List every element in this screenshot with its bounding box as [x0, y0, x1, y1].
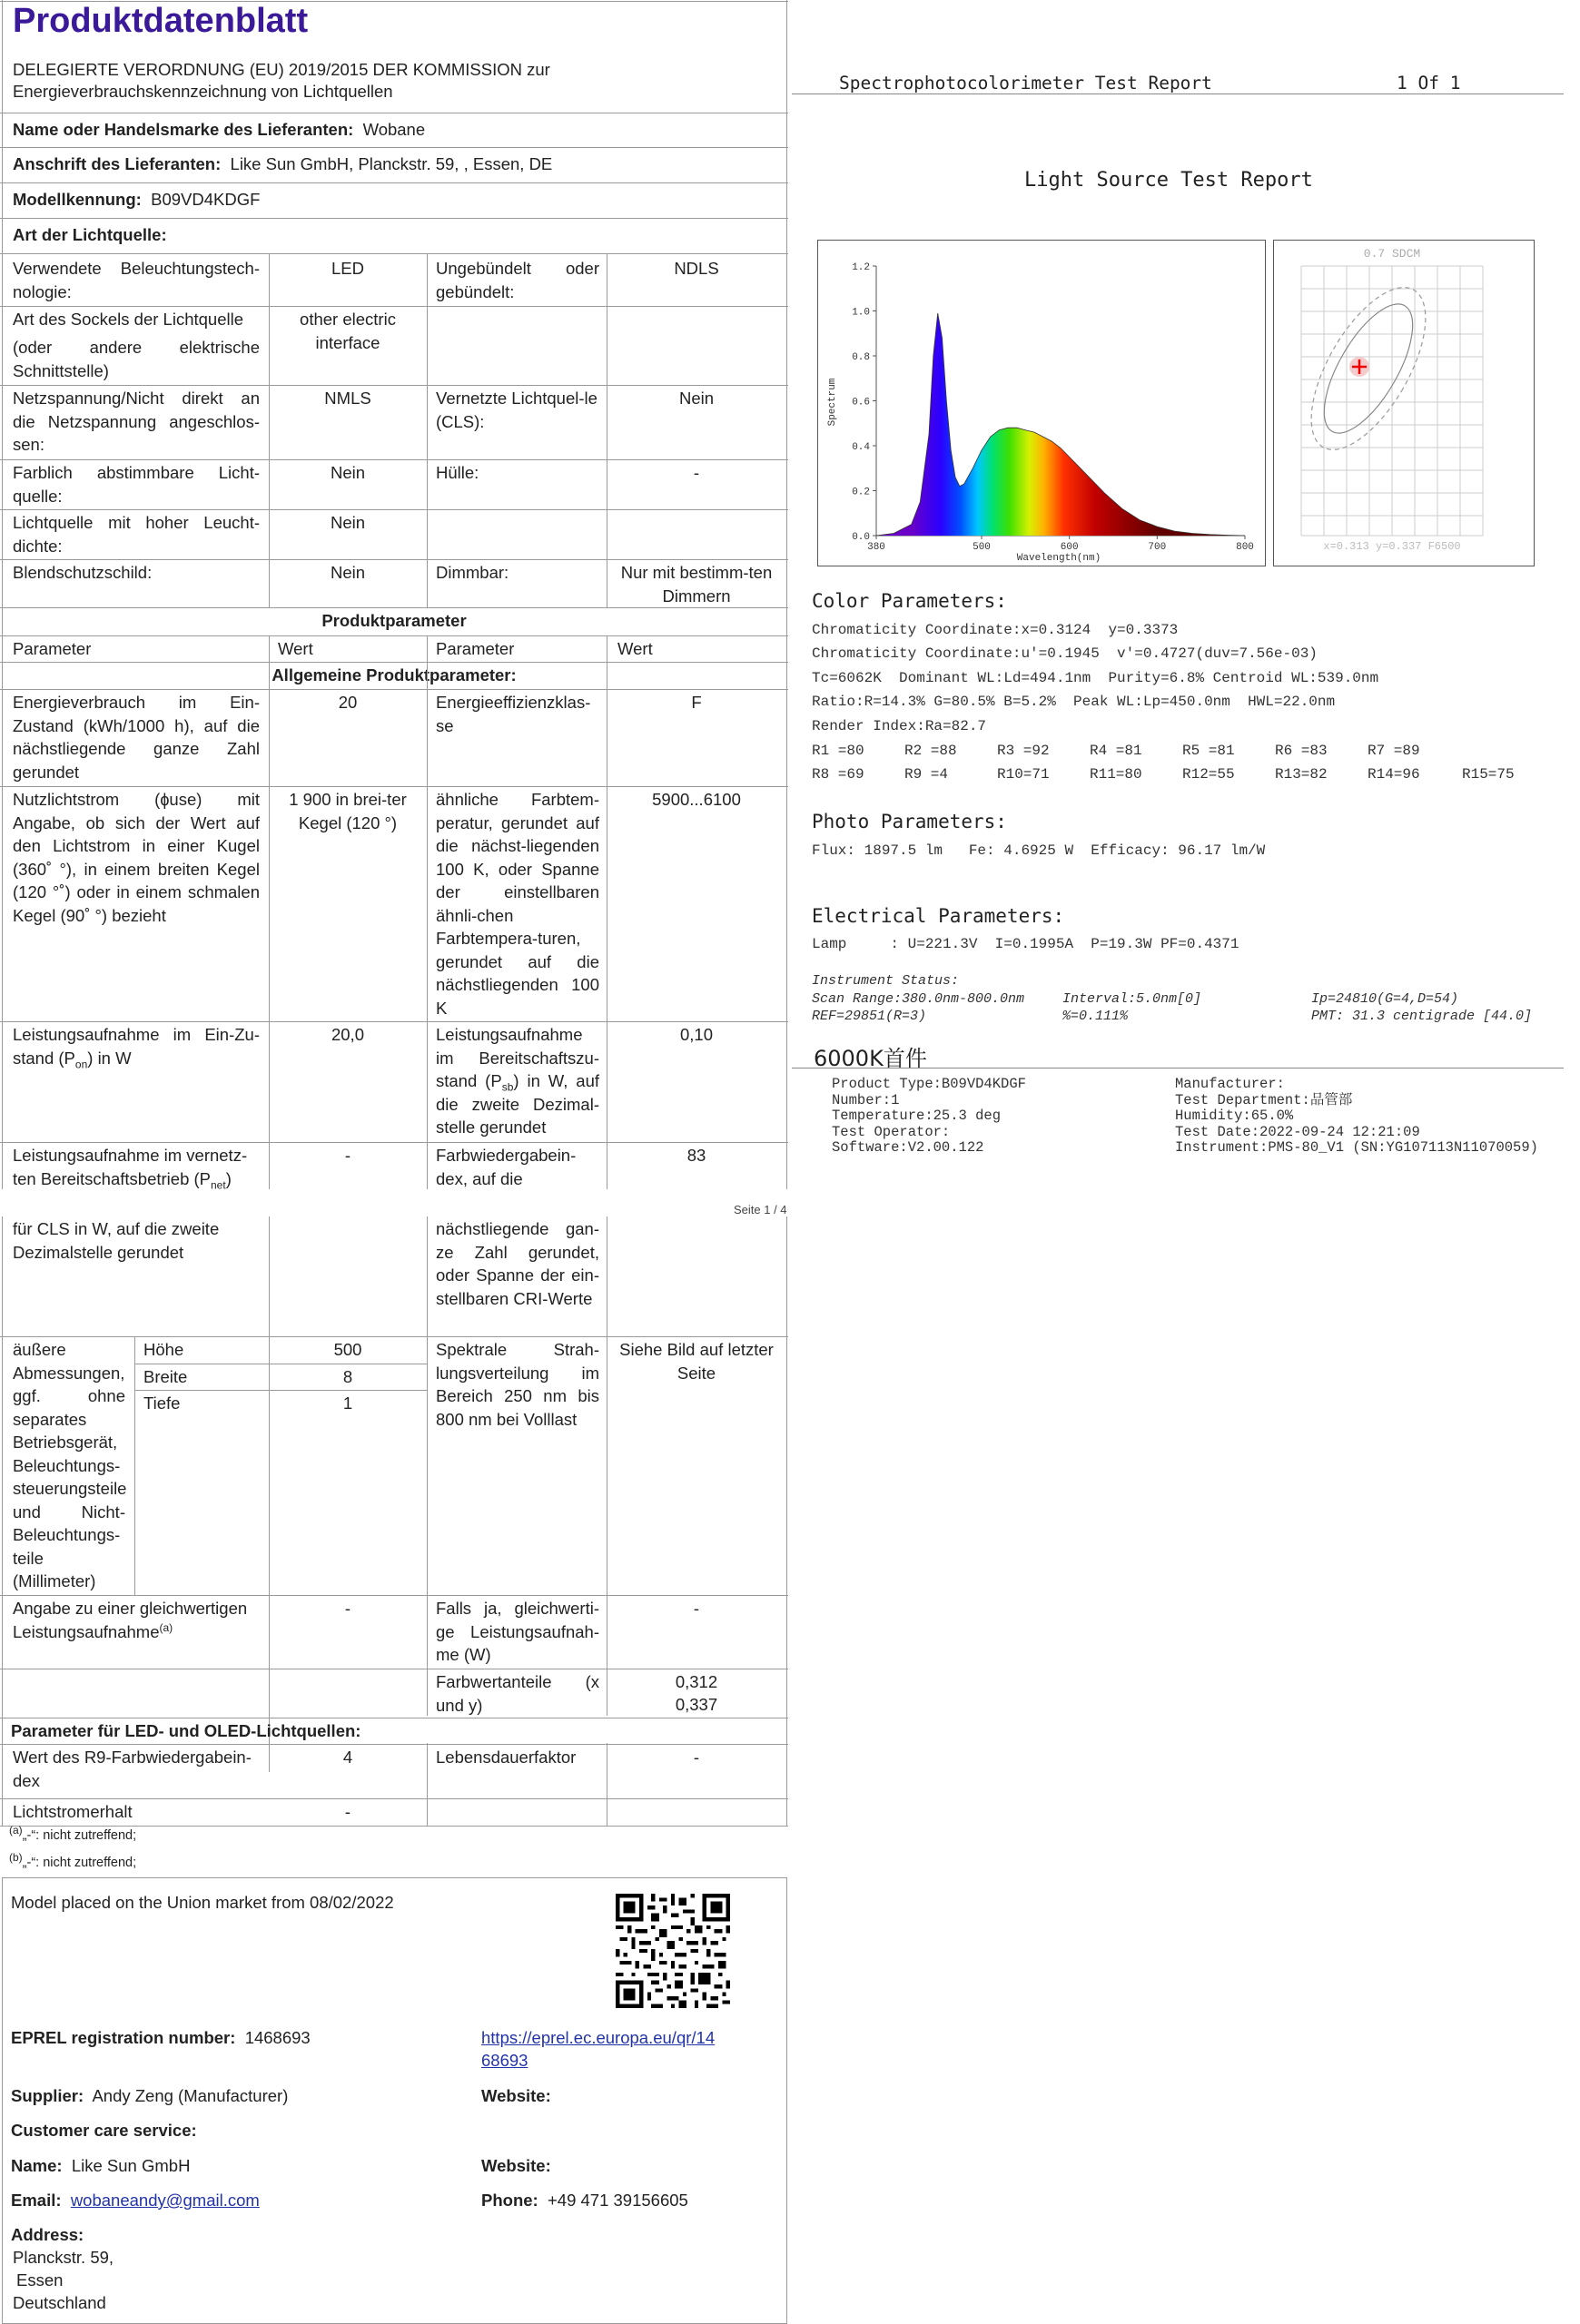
supplier-address-label: Anschrift des Lieferanten:: [13, 154, 222, 173]
equivalent-power-label: [13, 1597, 260, 1643]
instrument-pmt: PMT: 31.3 centigrade [44.0]: [1311, 1009, 1533, 1024]
energy-consumption-label: Energieverbrauch im Ein-Zustand (kWh/1000 h), auf die nächstliegende ganze Zahl gerundet: [13, 693, 260, 782]
supplier-address-value: Like Sun GmbH, Planckstr. 59, , Essen, DE: [230, 154, 553, 173]
led-params-heading: Parameter für LED- und OLED-Lichtquellen:: [11, 1721, 361, 1740]
address-heading: Address:: [11, 2225, 84, 2244]
chromaticity-uv: Chromaticity Coordinate:u'=0.1945 v'=0.4727(duv=7.56e-03): [812, 645, 1318, 662]
r-row-2-3: R10=71: [997, 766, 1050, 783]
spectrum-series: [876, 313, 1245, 536]
supplier-name-value: Wobane: [362, 120, 426, 139]
supplier-address-row: [13, 153, 552, 176]
dim-depth-value: 1: [342, 1393, 353, 1413]
supplier-label: Supplier:: [11, 2086, 84, 2105]
lighting-technology-label: Verwendete Beleuchtungstech-nologie:: [13, 259, 260, 301]
regulation-line-2: Energieverbrauchskennzeichnung von Lichtquellen: [13, 82, 393, 101]
lightsource-type-heading: Art der Lichtquelle:: [13, 225, 167, 244]
divider: [0, 1826, 788, 1827]
handwritten-note: 6000K首件: [814, 1046, 927, 1071]
col-header-param: Parameter: [13, 639, 92, 658]
table-border-left: [2, 0, 3, 1189]
anti-glare-label: Blendschutzschild:: [13, 563, 153, 582]
r-row-1-2: R2 =88: [904, 743, 957, 759]
cls-value: Nein: [678, 389, 715, 408]
networked-standby-value: -: [344, 1146, 351, 1165]
energy-class-label: Energieeffizienzklas-se: [436, 693, 591, 735]
spectrum-y-tick-label: 1.0: [852, 307, 870, 319]
on-mode-power-label: [13, 1023, 260, 1069]
spectrum-y-tick-label: 0.2: [852, 487, 870, 498]
test-report: [788, 0, 1580, 1180]
standby-power-label: [436, 1023, 599, 1139]
eprel-value: 1468693: [244, 2028, 311, 2047]
instrument-ref: REF=29851(R=3): [812, 1009, 927, 1024]
equivalent-power-value: -: [344, 1599, 351, 1618]
cri-label-cont: nächstliegende gan-ze Zahl gerundet, oder Spanne der ein-stellbaren CRI-Werte: [436, 1219, 599, 1308]
spectral-distribution-label: Spektrale Strah-lungsverteilung im Bereich 250 nm bis 800 nm bei Volllast: [436, 1340, 599, 1429]
envelope-value: -: [693, 463, 700, 482]
instrument: Instrument:PMS-80_V1 (SN:YG107113N11070059): [1175, 1139, 1538, 1156]
phone-row: [481, 2189, 688, 2212]
regulation-line-1: DELEGIERTE VERORDNUNG (EU) 2019/2015 DER KOMMISSION zur: [13, 60, 550, 79]
envelope-label: Hülle:: [436, 463, 479, 482]
energy-consumption-value: 20: [338, 693, 358, 712]
divider: [0, 786, 788, 787]
cap-type-label-note: (oder andere elektrische Schnittstelle): [13, 338, 260, 380]
supplier-name-label: Name oder Handelsmarke des Lieferanten:: [13, 120, 354, 139]
instrument-status-title: Instrument Status:: [812, 973, 960, 989]
page-title: Produktdatenblatt: [13, 2, 309, 40]
anti-glare-value: Nein: [330, 563, 366, 582]
cap-type-label: Art des Sockels der Lichtquelle: [13, 310, 243, 329]
chromaticity-label: Farbwertanteile (x und y): [436, 1672, 599, 1715]
footnote-marker: (a): [159, 1620, 173, 1634]
dim-depth-label: Tiefe: [143, 1393, 181, 1413]
divider: [0, 1744, 788, 1745]
mains-label: Netzspannung/Nicht direkt an die Netzspannung angeschlos-sen:: [13, 389, 260, 454]
divider: [0, 635, 788, 636]
color-tunable-value: Nein: [330, 463, 366, 482]
dim-width-label: Breite: [143, 1367, 188, 1386]
eprel-link[interactable]: https://eprel.ec.europa.eu/qr/14: [481, 2028, 716, 2047]
networked-standby-label: [13, 1144, 260, 1190]
care-name-label: Name:: [11, 2156, 63, 2175]
dim-height-label: Höhe: [143, 1340, 184, 1359]
spectrum-chart-frame: [817, 240, 1266, 566]
chromaticity-x: 0,312: [675, 1672, 718, 1691]
col-divider: [134, 1336, 135, 1595]
cie-grid: [1301, 266, 1483, 536]
on-mode-power-text: Leistungsaufnahme im Ein-Zu-stand (P: [13, 1025, 260, 1068]
r-row-1-1: R1 =80: [812, 743, 864, 759]
qr-code-icon[interactable]: [616, 1894, 730, 2008]
footnote-b-marker: (b): [9, 1851, 23, 1865]
divider: [0, 385, 788, 386]
cie-chart-frame: [1273, 240, 1535, 566]
cct-label: ähnliche Farbtem-peratur, gerundet auf die nächst-liegenden 100 K, oder Spanne der einstellbaren ähnli-chen Farbtempera-turen, gerundet auf die nächstliegenden 100 K: [436, 790, 599, 1018]
col-header-value: Wert: [278, 639, 313, 658]
cri-value: 83: [686, 1146, 706, 1165]
photo-params-title: Photo Parameters:: [812, 811, 1007, 832]
phone-label: Phone:: [481, 2191, 538, 2210]
report-header: Spectrophotocolorimeter Test Report: [839, 73, 1212, 94]
instrument-interval: Interval:5.0nm[0]: [1062, 991, 1202, 1007]
r-row-2-2: R9 =4: [904, 766, 949, 783]
render-index: Render Index:Ra=82.7: [812, 718, 987, 734]
product-datasheet: [0, 0, 788, 2324]
info-right: [1175, 1077, 1538, 1157]
cap-type-value: other electric interface: [300, 310, 396, 352]
photo-params-line: Flux: 1897.5 lm Fe: 4.6925 W Efficacy: 96.17 lm/W: [812, 842, 1266, 859]
divider: [0, 1595, 788, 1596]
table-border-right: [786, 1216, 787, 1827]
care-name-row: [11, 2154, 190, 2178]
cie-footer: x=0.313 y=0.337 F6500: [1323, 540, 1461, 553]
r-row-2-8: R15=75: [1462, 766, 1515, 783]
footnote-a-marker: (a): [9, 1824, 23, 1837]
col-divider: [269, 635, 270, 1189]
standby-power-value: 0,10: [679, 1025, 713, 1044]
spectrum-x-tick-label: 700: [1148, 542, 1167, 553]
spectrum-y-tick-label: 0.0: [852, 532, 870, 543]
customer-care-heading: Customer care service:: [11, 2121, 197, 2140]
col-divider: [427, 1743, 428, 1827]
on-mode-power-value: 20,0: [331, 1025, 364, 1044]
ratio-line: Ratio:R=14.3% G=80.5% B=5.2% Peak WL:Lp=450.0nm HWL=22.0nm: [812, 694, 1336, 710]
spectrum-y-tick-label: 0.4: [852, 442, 870, 453]
r-row-1-3: R3 =92: [997, 743, 1050, 759]
model-label: Modellkennung:: [13, 190, 142, 209]
divider: [0, 689, 788, 690]
luminous-flux-label: Nutzlichtstrom (ɸuse) mit Angabe, ob sich der Wert auf den Lichtstrom in einer Kugel (360˚ °), in einem breiten Kegel (120 °˚) oder in einem schmalen Kegel (90˚ °) bezieht: [13, 790, 260, 925]
lighting-technology-value: LED: [331, 259, 364, 278]
networked-standby-text: Leistungsaufnahme im vernetz-ten Bereitschaftsbetrieb (P: [13, 1146, 248, 1188]
dim-width-value: 8: [342, 1367, 353, 1386]
spectrum-x-tick-label: 600: [1060, 542, 1079, 553]
high-luminance-value: Nein: [330, 513, 366, 532]
on-mode-power-unit: ) in W: [87, 1048, 132, 1068]
survival-factor-value: -: [693, 1748, 700, 1767]
divider: [0, 1, 788, 2]
energy-class-value: F: [691, 693, 702, 712]
divider: [0, 1142, 788, 1143]
supplier-value: Andy Zeng (Manufacturer): [92, 2086, 289, 2105]
supplier-name-row: [13, 118, 425, 142]
address-line-1: Planckstr. 59,: [13, 2248, 114, 2267]
r-row-1-6: R6 =83: [1275, 743, 1328, 759]
software: Software:V2.00.122: [832, 1139, 984, 1156]
report-page: 1 Of 1: [1397, 73, 1461, 94]
standby-power-text: Leistungsaufnahme im Bereitschaftszu-stand (P: [436, 1025, 599, 1090]
networked-standby-cont: für CLS in W, auf die zweite Dezimalstelle gerundet: [13, 1219, 220, 1262]
care-website-label: Website:: [481, 2156, 551, 2175]
humidity: Humidity:65.0%: [1175, 1108, 1294, 1124]
chromaticity-y: 0,337: [675, 1695, 718, 1714]
r-row-2-5: R12=55: [1182, 766, 1235, 783]
divider: [0, 1021, 788, 1022]
directional-label: Ungebündelt oder gebündelt:: [436, 259, 599, 301]
info-left: [832, 1077, 1026, 1157]
spectrum-x-tick-label: 800: [1236, 542, 1254, 553]
spectrum-xlabel: Wavelength(nm): [1016, 553, 1101, 564]
r-row-2-6: R13=82: [1275, 766, 1328, 783]
product-type: Product Type:B09VD4KDGF: [832, 1076, 1026, 1092]
r-row-1-4: R4 =81: [1090, 743, 1142, 759]
divider: [0, 607, 788, 608]
test-date: Test Date:2022-09-24 12:21:09: [1175, 1123, 1420, 1140]
col-divider: [269, 1216, 270, 1772]
divider: [0, 1336, 788, 1337]
divider: [0, 662, 788, 663]
divider: [0, 306, 788, 307]
spectrum-y-tick-label: 1.2: [852, 262, 870, 273]
spectrum-x-tick-label: 380: [867, 542, 885, 553]
survival-factor-label: Lebensdauerfaktor: [436, 1748, 577, 1767]
divider: [0, 218, 788, 219]
cct-line: Tc=6062K Dominant WL:Ld=494.1nm Purity=6.8% Centroid WL:539.0nm: [812, 670, 1379, 686]
col-divider: [427, 1216, 428, 1716]
spectrum-chart: [818, 241, 1264, 565]
email-link[interactable]: wobaneandy@gmail.com: [70, 2191, 260, 2210]
networked-standby-close: ): [225, 1168, 232, 1188]
cie-title: 0.7 SDCM: [1363, 247, 1421, 261]
dim-height-value: 500: [333, 1340, 362, 1359]
table-border-right: [786, 0, 787, 1189]
dimensions-label: äußere Abmessungen, ggf. ohne separates Betriebsgerät, Beleuchtungs-steuerungsteile und Nicht-Beleuchtungs-teile (Millimeter): [13, 1340, 127, 1590]
general-params-heading: Allgemeine Produktparameter:: [272, 665, 517, 684]
test-department: Test Department:品管部: [1175, 1091, 1353, 1108]
r-row-2-4: R11=80: [1090, 766, 1142, 783]
footnote-a-text: „-“: nicht zutreffend;: [22, 1828, 137, 1843]
test-operator: Test Operator:: [832, 1123, 951, 1140]
footnote-a: [9, 1824, 137, 1843]
supplier-row: [11, 2084, 288, 2108]
standby-power-sub: sb: [501, 1080, 514, 1094]
report-title: Light Source Test Report: [1024, 169, 1313, 192]
if-yes-power-label: Falls ja, gleichwerti-ge Leistungsaufnah-me (W): [436, 1599, 599, 1664]
lumen-maintenance-value: -: [344, 1802, 351, 1821]
footnote-b-text: „-“: nicht zutreffend;: [22, 1856, 137, 1870]
address-line-3: Deutschland: [13, 2293, 106, 2312]
dimmable-label: Dimmbar:: [436, 563, 509, 582]
market-placement: Model placed on the Union market from 08/02/2022: [11, 1893, 394, 1912]
footnote-b: [9, 1851, 137, 1870]
spectral-distribution-value: Siehe Bild auf letzter Seite: [619, 1340, 774, 1383]
manufacturer: Manufacturer:: [1175, 1076, 1285, 1092]
col-header-param-2: Parameter: [436, 639, 515, 658]
product-params-heading: Produktparameter: [321, 611, 467, 630]
r-row-2-7: R14=96: [1368, 766, 1420, 783]
spectrum-x-tick-label: 500: [973, 542, 991, 553]
eprel-link-cont[interactable]: 68693: [481, 2051, 528, 2070]
phone-value: +49 471 39156605: [547, 2191, 688, 2210]
instrument-percent: %=0.111%: [1062, 1009, 1129, 1024]
r9-value: 4: [342, 1748, 353, 1767]
number: Number:1: [832, 1091, 900, 1108]
equivalent-power-text: Angabe zu einer gleichwertigen Leistungsaufnahme: [13, 1599, 248, 1641]
divider: [0, 559, 788, 560]
instrument-ip: Ip=24810(G=4,D=54): [1311, 991, 1459, 1007]
website-label: Website:: [481, 2086, 551, 2105]
on-mode-power-sub: on: [74, 1058, 88, 1071]
r-row-1-5: R5 =81: [1182, 743, 1235, 759]
col-divider: [427, 635, 428, 1189]
standby-power-unit: ) in W, auf die zweite Dezimal-stelle gerundet: [436, 1071, 599, 1137]
divider: [134, 1390, 427, 1391]
divider: [0, 459, 788, 460]
divider: [0, 509, 788, 510]
spectrum-y-tick-label: 0.6: [852, 397, 870, 409]
r9-label: Wert des R9-Farbwiedergabein-dex: [13, 1748, 252, 1790]
divider: [0, 253, 788, 254]
chromaticity-xy: Chromaticity Coordinate:x=0.3124 y=0.3373: [812, 622, 1179, 638]
lumen-maintenance-label: Lichtstromerhalt: [13, 1802, 133, 1821]
table-border-left: [2, 1216, 3, 1827]
care-name-value: Like Sun GmbH: [71, 2156, 191, 2175]
cie-chart: [1274, 241, 1533, 565]
address-line-2: Essen: [16, 2270, 64, 2290]
model-row: [13, 188, 260, 212]
color-tunable-label: Farblich abstimmbare Licht-quelle:: [13, 463, 260, 506]
model-value: B09VD4KDGF: [151, 190, 261, 209]
spectrum-ylabel: Spectrum: [827, 378, 838, 427]
color-params-title: Color Parameters:: [812, 590, 1007, 612]
luminous-flux-value: 1 900 in brei-ter Kegel (120 °): [289, 790, 407, 832]
eprel-row: [11, 2026, 311, 2050]
electrical-params-line: Lamp : U=221.3V I=0.1995A P=19.3W PF=0.4371: [812, 936, 1239, 952]
page-number: Seite 1 / 4: [734, 1203, 787, 1216]
divider: [0, 147, 788, 148]
email-row: [11, 2189, 260, 2212]
electrical-params-title: Electrical Parameters:: [812, 905, 1065, 927]
if-yes-power-value: -: [693, 1599, 700, 1618]
col-header-value-2: Wert: [617, 639, 653, 658]
temperature: Temperature:25.3 deg: [832, 1108, 1002, 1124]
r-row-2-1: R8 =69: [812, 766, 864, 783]
networked-standby-sub: net: [211, 1178, 226, 1192]
cls-label: Vernetzte Lichtquel-le (CLS):: [436, 389, 597, 431]
email-label: Email:: [11, 2191, 62, 2210]
high-luminance-label: Lichtquelle mit hoher Leucht-dichte:: [13, 513, 260, 556]
instrument-scan-range: Scan Range:380.0nm-800.0nm: [812, 991, 1025, 1007]
divider: [0, 182, 788, 183]
cri-label-top: Farbwiedergabein-dex, auf die: [436, 1146, 577, 1188]
directional-value: NDLS: [674, 259, 719, 278]
eprel-label: EPREL registration number:: [11, 2028, 236, 2047]
cct-value: 5900...6100: [652, 790, 741, 809]
divider: [0, 1798, 788, 1799]
spectrum-y-tick-label: 0.8: [852, 352, 870, 363]
r-row-1-7: R7 =89: [1368, 743, 1420, 759]
dimmable-value: Nur mit bestimm-ten Dimmern: [620, 563, 773, 606]
mains-value: NMLS: [324, 389, 371, 408]
